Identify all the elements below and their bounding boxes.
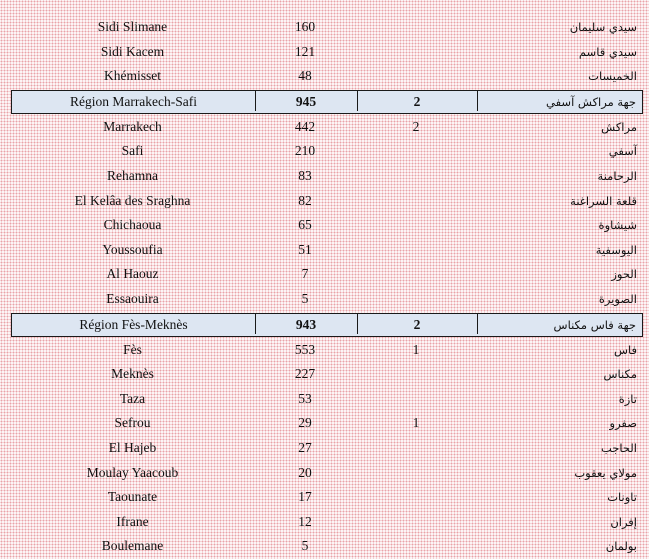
count-value: 48 — [298, 68, 312, 84]
table-row — [11, 485, 643, 510]
arabic-name: مراكش — [601, 119, 637, 134]
table-row — [11, 287, 643, 312]
secondary-count: 1 — [412, 341, 420, 357]
count-value: 82 — [298, 192, 312, 208]
table-row — [11, 436, 643, 461]
table-row — [11, 238, 643, 263]
count-value: 943 — [255, 314, 358, 334]
table-row — [11, 262, 643, 287]
arabic-name: صفرو — [609, 416, 637, 431]
place-name: Essaouira — [106, 290, 159, 306]
count-value: 121 — [294, 43, 316, 59]
region-row — [11, 90, 643, 114]
arabic-name: شيشاوة — [598, 218, 637, 233]
count-value: 53 — [298, 390, 312, 406]
table-row — [11, 139, 643, 164]
place-name: Safi — [121, 143, 144, 159]
place-name: Taounate — [107, 489, 158, 505]
region-row — [11, 313, 643, 337]
table-row — [11, 461, 643, 486]
place-name: Khémisset — [104, 68, 161, 84]
place-name: Meknès — [111, 366, 154, 382]
count-value: 65 — [298, 217, 312, 233]
place-name: Sefrou — [114, 415, 151, 431]
table-row — [11, 387, 643, 412]
arabic-name: إفران — [610, 514, 637, 529]
arabic-name: فاس — [613, 342, 637, 357]
arabic-name: الصويرة — [598, 291, 637, 306]
count-value: 160 — [294, 19, 316, 34]
arabic-name: الحوز — [611, 267, 637, 282]
table-row — [11, 213, 643, 238]
arabic-name: الخميسات — [588, 69, 637, 84]
arabic-name: آسفي — [608, 144, 637, 159]
place-name: Région Marrakech-Safi — [12, 91, 256, 111]
table-row — [11, 411, 643, 436]
arabic-name: الحاجب — [600, 440, 637, 455]
table-row — [11, 115, 643, 140]
place-name: Marrakech — [103, 118, 162, 134]
place-name: Taza — [119, 390, 146, 406]
arabic-name: تاونات — [607, 490, 637, 505]
arabic-name: مولاي يعقوب — [574, 465, 637, 480]
place-name: Ifrane — [116, 513, 149, 529]
arabic-name: مكناس — [603, 367, 637, 382]
count-value: 227 — [294, 366, 316, 382]
table-row — [11, 64, 643, 89]
count-value: 442 — [294, 118, 316, 134]
table-row — [11, 338, 643, 363]
place-name: Chichaoua — [103, 217, 162, 233]
count-value: 553 — [294, 341, 316, 357]
table-row — [11, 40, 643, 65]
place-name: Youssoufia — [102, 241, 163, 257]
place-name: El Hajeb — [108, 439, 157, 455]
arabic-name: سيدي قاسم — [578, 44, 637, 59]
place-name: El Kelâa des Sraghna — [74, 192, 191, 208]
secondary-count: 2 — [357, 314, 478, 334]
arabic-name: قلعة السراغنة — [570, 193, 637, 208]
secondary-count: 2 — [357, 91, 478, 111]
arabic-name: سيدي سليمان — [569, 20, 637, 34]
count-value: 17 — [298, 489, 312, 505]
place-name: Sidi Kacem — [100, 43, 165, 59]
place-name: Boulemane — [101, 538, 164, 554]
count-value: 210 — [294, 143, 316, 159]
place-name: Sidi Slimane — [97, 19, 168, 34]
place-name: Moulay Yaacoub — [86, 464, 179, 480]
statistics-table — [11, 15, 643, 559]
table-row — [11, 362, 643, 387]
arabic-name: اليوسفية — [595, 242, 637, 257]
count-value: 945 — [255, 91, 358, 111]
arabic-name: الرحامنة — [597, 168, 637, 183]
count-value: 20 — [298, 464, 312, 480]
secondary-count: 2 — [412, 118, 420, 134]
table-row — [11, 189, 643, 214]
table-row — [11, 534, 643, 559]
arabic-name: جهة فاس مكناس — [553, 317, 636, 332]
count-value: 5 — [301, 290, 309, 306]
place-name: Rehamna — [107, 167, 158, 183]
count-value: 83 — [298, 167, 312, 183]
count-value: 7 — [301, 266, 309, 282]
arabic-name: جهة مراكش آسفي — [546, 94, 636, 109]
arabic-name: تازة — [618, 391, 637, 406]
place-name: Fès — [123, 341, 142, 357]
table-row — [11, 164, 643, 189]
count-value: 12 — [298, 513, 312, 529]
table-row — [11, 510, 643, 535]
count-value: 51 — [298, 241, 312, 257]
count-value: 29 — [298, 415, 312, 431]
secondary-count: 1 — [412, 415, 420, 431]
table-row — [11, 15, 643, 40]
arabic-name: بولمان — [605, 539, 637, 554]
place-name: Al Haouz — [106, 266, 159, 282]
count-value: 5 — [301, 538, 309, 554]
place-name: Région Fès-Meknès — [12, 314, 256, 334]
count-value: 27 — [298, 439, 312, 455]
